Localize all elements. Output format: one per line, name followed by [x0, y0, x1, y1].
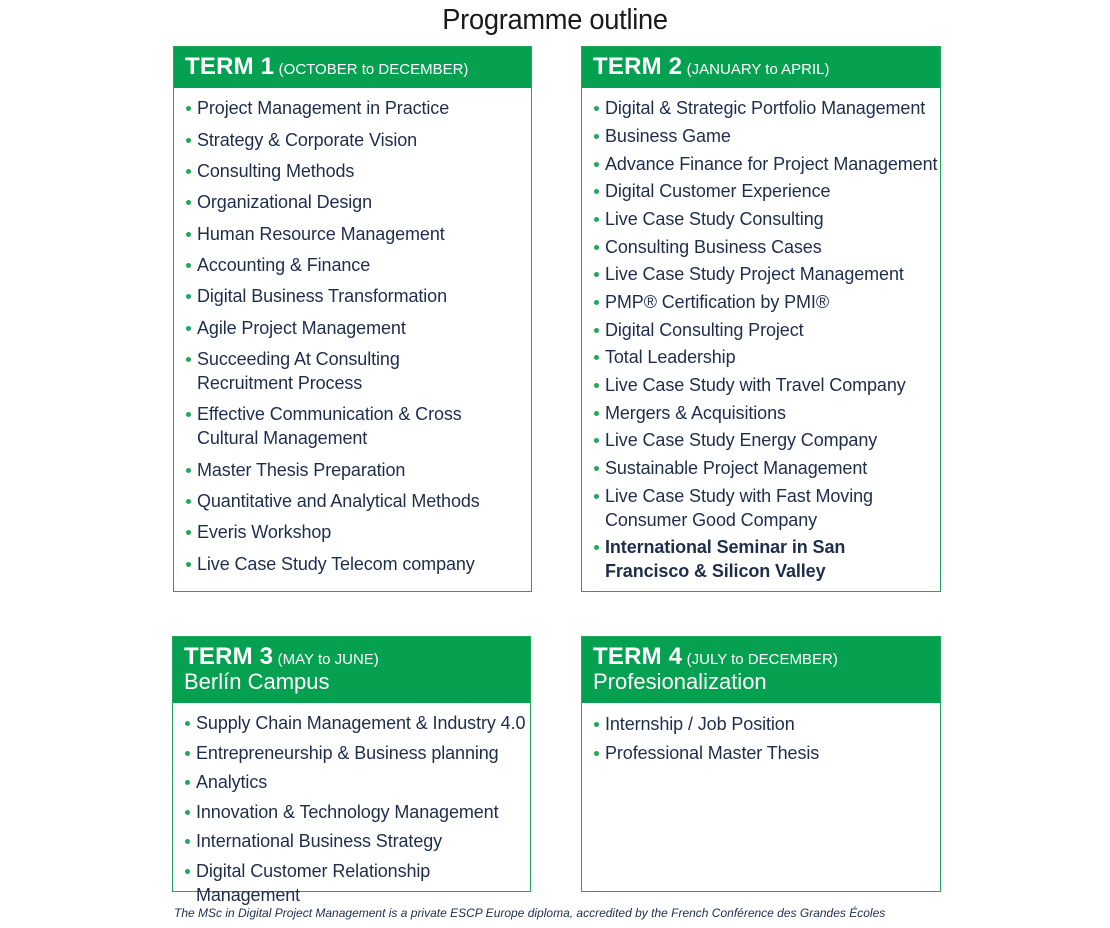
list-item: Supply Chain Management & Industry 4.0	[184, 711, 525, 735]
list-item: Succeeding At Consulting Recruitment Process	[185, 347, 497, 395]
list-item: Strategy & Corporate Vision	[185, 128, 417, 152]
list-item: Human Resource Management	[185, 222, 445, 246]
list-item: International Business Strategy	[184, 829, 442, 853]
list-item: Innovation & Technology Management	[184, 800, 498, 824]
list-item: Master Thesis Preparation	[185, 458, 405, 482]
list-item: Total Leadership	[593, 345, 736, 369]
term-3-box	[172, 636, 531, 905]
term-3-campus: Berlín Campus	[184, 669, 330, 694]
term-2-period: (JANUARY to APRIL)	[686, 61, 830, 78]
term-2-label: TERM 2	[593, 53, 683, 80]
term-1-period: (OCTOBER to DECEMBER)	[278, 61, 469, 78]
term-1-header	[174, 47, 531, 88]
list-item: Business Game	[593, 124, 731, 148]
list-item: Digital Consulting Project	[593, 318, 804, 342]
footnote: The MSc in Digital Project Management is a private ESCP Europe diploma, accredited by the French Conférence des Grandes Écoles	[174, 906, 886, 920]
term-1-label: TERM 1	[185, 53, 275, 80]
term-4-label: TERM 4	[593, 643, 683, 670]
list-item: International Seminar in San Francisco & Silicon Valley	[593, 535, 925, 583]
term-3-period: (MAY to JUNE)	[277, 651, 379, 668]
list-item: Advance Finance for Project Management	[593, 152, 937, 176]
term-2-header	[582, 47, 940, 88]
list-item: Organizational Design	[185, 190, 372, 214]
term-1-box	[173, 46, 532, 592]
list-item: Analytics	[184, 770, 267, 794]
list-item: Project Management in Practice	[185, 96, 449, 120]
list-item: Quantitative and Analytical Methods	[185, 489, 480, 513]
list-item: Live Case Study Telecom company	[185, 552, 475, 576]
page-title: Programme outline	[442, 4, 668, 36]
list-item: Mergers & Acquisitions	[593, 401, 786, 425]
term-3-label: TERM 3	[184, 643, 274, 670]
list-item: Professional Master Thesis	[593, 741, 819, 765]
list-item: Live Case Study with Fast Moving Consumer Good Company	[593, 484, 930, 532]
list-item: Consulting Business Cases	[593, 235, 822, 259]
term-4-focus: Profesionalization	[593, 669, 767, 694]
list-item: Effective Communication & Cross Cultural Management	[185, 402, 515, 450]
list-item: PMP® Certification by PMI®	[593, 290, 829, 314]
list-item: Sustainable Project Management	[593, 456, 867, 480]
list-item: Digital & Strategic Portfolio Management	[593, 96, 925, 120]
list-item: Entrepreneurship & Business planning	[184, 741, 499, 765]
term-4-box	[581, 636, 941, 892]
list-item: Agile Project Management	[185, 316, 406, 340]
list-item: Live Case Study Project Management	[593, 262, 904, 286]
list-item: Accounting & Finance	[185, 253, 370, 277]
term-3-header	[173, 637, 530, 703]
list-item: Everis Workshop	[185, 520, 331, 544]
list-item: Digital Customer Experience	[593, 179, 830, 203]
list-item: Live Case Study Consulting	[593, 207, 824, 231]
list-item: Internship / Job Position	[593, 712, 795, 736]
term-4-header	[582, 637, 940, 703]
term-4-period: (JULY to DECEMBER)	[686, 651, 838, 668]
list-item: Digital Customer Relationship Management	[184, 859, 530, 907]
list-item: Consulting Methods	[185, 159, 354, 183]
list-item: Digital Business Transformation	[185, 284, 447, 308]
list-item: Live Case Study Energy Company	[593, 428, 877, 452]
term-2-box	[581, 46, 941, 592]
list-item: Live Case Study with Travel Company	[593, 373, 906, 397]
